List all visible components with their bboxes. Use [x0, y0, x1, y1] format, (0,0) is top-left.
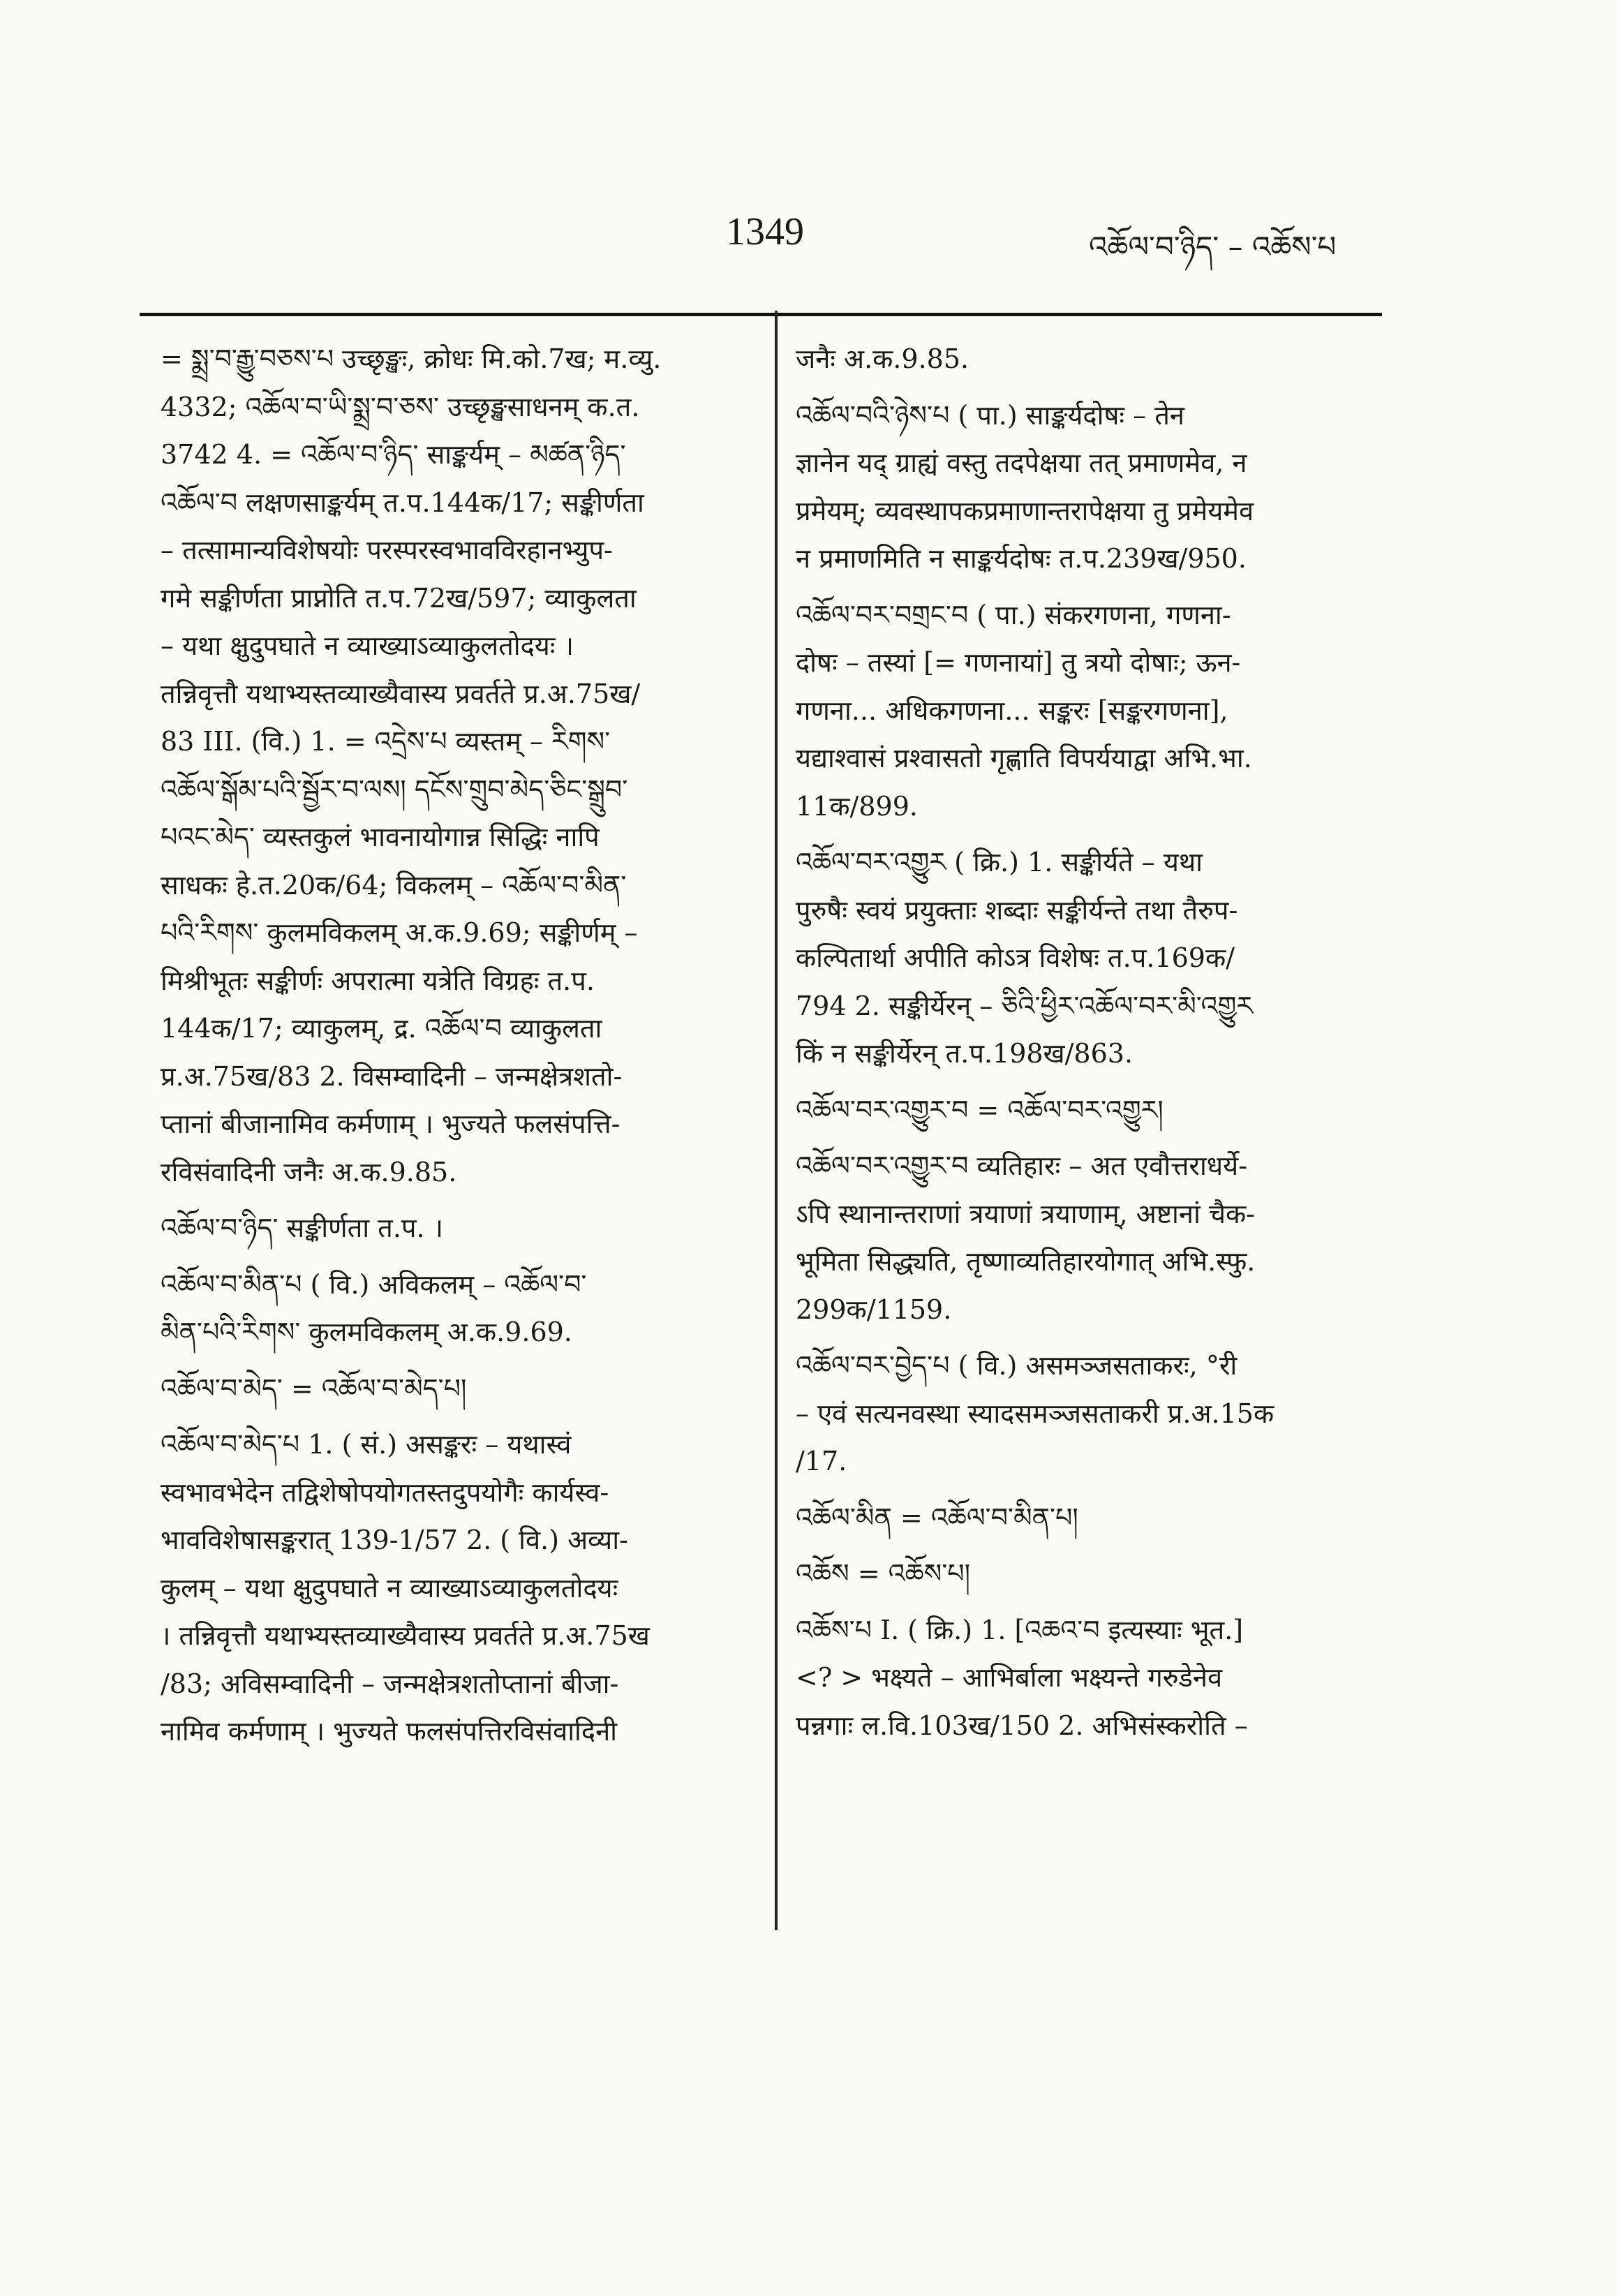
text-line: འཆོལ་བར་འགྱུར ( क्रि.) 1. सङ्कीर्यते – यथा [796, 847, 1203, 877]
text-line: गणना... अधिकगणना... सङ्करः [सङ्करगणना], [796, 695, 1228, 726]
text-line: འཆོལ་བར་འགྱུར་བ व्यतिहारः – अत एवौत्तराधर्ये- [796, 1150, 1248, 1181]
text-line: འཆོས = འཆོས་པ། [796, 1558, 971, 1589]
text-line: = སྨྲ་བ་རྒྱུ་བཅས་པ उच्छृङ्खः, क्रोधः मि.को.7ख; म.व्यु. [161, 343, 662, 374]
right-column [796, 335, 1410, 1749]
text-line: <? > भक्ष्यते – आभिर्बाला भक्ष्यन्ते गरुडेनेव [796, 1662, 1223, 1693]
text-line: पन्नगाः ल.वि.103ख/150 2. अभिसंस्करोति – [796, 1710, 1248, 1741]
text-line: འཆོལ་བ་མེད་ = འཆོལ་བ་མེད་པ། [161, 1372, 467, 1404]
text-line: འཆོལ་བ་ཉིད་ सङ्कीर्णता त.प. । [161, 1213, 444, 1243]
text-line: साधकः हे.त.20क/64; विकलम् – འཆོལ་བ་མིན་ [161, 869, 627, 901]
page-header [0, 209, 1620, 265]
text-line: འཆོལ་བར་བགྲང་བ ( पा.) संकरगणना, गणना- [796, 599, 1231, 630]
text-line: པའི་རིགས་ कुलमविकलम् अ.क.9.69; सङ्कीर्णम् – [161, 917, 638, 948]
text-line: भावविशेषासङ्करात् 139-1/57 2. ( वि.) अव्या- [161, 1525, 628, 1555]
text-line: འཆོལ་བར་བྱེད་པ ( वि.) असमञ्जसताकरः, °री [796, 1350, 1238, 1381]
text-line: /17. [796, 1446, 847, 1476]
text-line: 144क/17; व्याकुलम्, द्र. འཆོལ་བ व्याकुलता [161, 1013, 602, 1044]
text-line: – यथा क्षुदुपघाते न व्याख्याऽव्याकुलतोदयः । [161, 630, 574, 661]
header-rule [140, 313, 1382, 316]
text-line: – एवं सत्यनवस्था स्यादसमञ्जसताकरी प्र.अ.15क [796, 1398, 1275, 1429]
text-line: यद्याश्वासं प्रश्वासतो गृह्णाति विपर्ययाद्वा अभि.भा. [796, 743, 1252, 773]
text-line: 794 2. सङ्कीर्येरन् – ཅིའི་ཕྱིར་འཆོལ་བར་མི་འགྱུར [796, 990, 1254, 1021]
text-line: । तन्निवृत्तौ यथाभ्यस्तव्याख्यैवास्य प्रवर्तते प्र.अ.75ख [161, 1620, 650, 1651]
text-line: འཆོལ་བ लक्षणसाङ्कर्यम् त.प.144क/17; सङ्कीर्णता [161, 487, 644, 518]
left-column [161, 335, 740, 1756]
running-head: འཆོལ་བ་ཉིད་ – འཆོས་པ [1089, 230, 1337, 264]
text-line: कुलम् – यथा क्षुदुपघाते न व्याख्याऽव्याकुलतोदयः [161, 1572, 618, 1604]
text-line: गमे सङ्कीर्णता प्राप्नोति त.प.72ख/597; व्याकुलता [161, 582, 637, 614]
text-line: 83 III. (वि.) 1. = འདྲེས་པ व्यस्तम् – རིགས་ [161, 726, 611, 757]
column-divider [775, 311, 778, 1930]
text-line: འཆོལ་མིན = འཆོལ་བ་མིན་པ། [796, 1502, 1078, 1533]
text-line: 4332; འཆོལ་བ་ཡི་སྨྲ་བ་ཅས་ उच्छृङ्खसाधनम् क.त. [161, 391, 640, 422]
text-line: པའང་མེད་ व्यस्तकुलं भावनायोगान्न सिद्धिः नापि [161, 822, 600, 852]
text-line: तन्निवृत्तौ यथाभ्यस्तव्याख्यैवास्य प्रवर्तते प्र.अ.75ख/ [161, 678, 641, 709]
text-line: प्र.अ.75ख/83 2. विसम्वादिनी – जन्मक्षेत्रशतो- [161, 1060, 623, 1092]
text-line: स्वभावभेदेन तद्विशेषोपयोगतस्तदुपयोगैः कार्यस्व- [161, 1476, 609, 1508]
text-line: འཆོས་པ I. ( क्रि.) 1. [འཆའ་བ इत्यस्याः भूत.] [796, 1614, 1244, 1645]
text-line: किं न सङ्कीर्येरन् त.प.198ख/863. [796, 1038, 1134, 1069]
text-line: འཆོལ་བར་འགྱུར་བ = འཆོལ་བར་འགྱུར། [796, 1094, 1164, 1125]
text-line: – तत्सामान्यविशेषयोः परस्परस्वभावविरहानभ्युप- [161, 535, 613, 565]
text-line: འཆོལ་སྒོམ་པའི་སྦྱོར་བ་ལས། དངོས་གྲུབ་མེད་ཅིང་སྒྲུབ་ [161, 773, 628, 805]
text-line: 11क/899. [796, 790, 918, 822]
text-line: प्तानां बीजानामिव कर्मणाम् । भुज्यते फलसंपत्ति- [161, 1109, 620, 1139]
text-line: जनैः अ.क.9.85. [796, 343, 969, 374]
text-line: ज्ञानेन यद् ग्राह्यं वस्तु तदपेक्षया तत् प्रमाणमेव, न [796, 447, 1247, 478]
text-line: ऽपि स्थानान्तराणां त्रयाणां त्रयाणाम्, अष्टानां चैक- [796, 1198, 1256, 1229]
text-line: འཆོལ་བའི་ཉེས་པ ( पा.) साङ्कर्यदोषः – तेन [796, 399, 1184, 431]
text-line: न प्रमाणमिति न साङ्कर्यदोषः त.प.239ख/950. [796, 543, 1247, 574]
text-line: पुरुषैः स्वयं प्रयुक्ताः शब्दाः सङ्कीर्यन्ते तथा तैरुप- [796, 894, 1238, 926]
text-line: 3742 4. = འཆོལ་བ་ཉིད་ साङ्कर्यम् – མཚན་ཉིད་ [161, 439, 626, 470]
text-line: /83; अविसम्वादिनी – जन्मक्षेत्रशतोप्तानां बीजा- [161, 1668, 619, 1699]
text-line: नामिव कर्मणाम् । भुज्यते फलसंपत्तिरविसंवादिनी [161, 1716, 618, 1747]
text-line: भूमिता सिद्ध्यति, तृष्णाव्यतिहारयोगात् अभि.स्फु. [796, 1246, 1256, 1277]
text-line: མིན་པའི་རིགས་ कुलमविकलम् अ.क.9.69. [161, 1317, 572, 1347]
text-line: दोषः – तस्यां [= गणनायां] तु त्रयो दोषाः; ऊन- [796, 647, 1241, 678]
text-line: रविसंवादिनी जनैः अ.क.9.85. [161, 1156, 457, 1187]
text-line: प्रमेयम्; व्यवस्थापकप्रमाणान्तरापेक्षया तु प्रमेयमेव [796, 495, 1254, 526]
text-line: 299क/1159. [796, 1294, 952, 1325]
text-line: कल्पितार्था अपीति कोऽत्र विशेषः त.प.169क/ [796, 942, 1235, 973]
text-line: འཆོལ་བ་མེད་པ 1. ( सं.) असङ्करः – यथास्वं [161, 1429, 572, 1460]
page-number: 1349 [726, 210, 804, 253]
text-line: འཆོལ་བ་མིན་པ ( वि.) अविकलम् – འཆོལ་བ་ [161, 1268, 587, 1300]
text-line: मिश्रीभूतः सङ्कीर्णः अपरात्मा यत्रेति विग्रहः त.प. [161, 965, 595, 996]
